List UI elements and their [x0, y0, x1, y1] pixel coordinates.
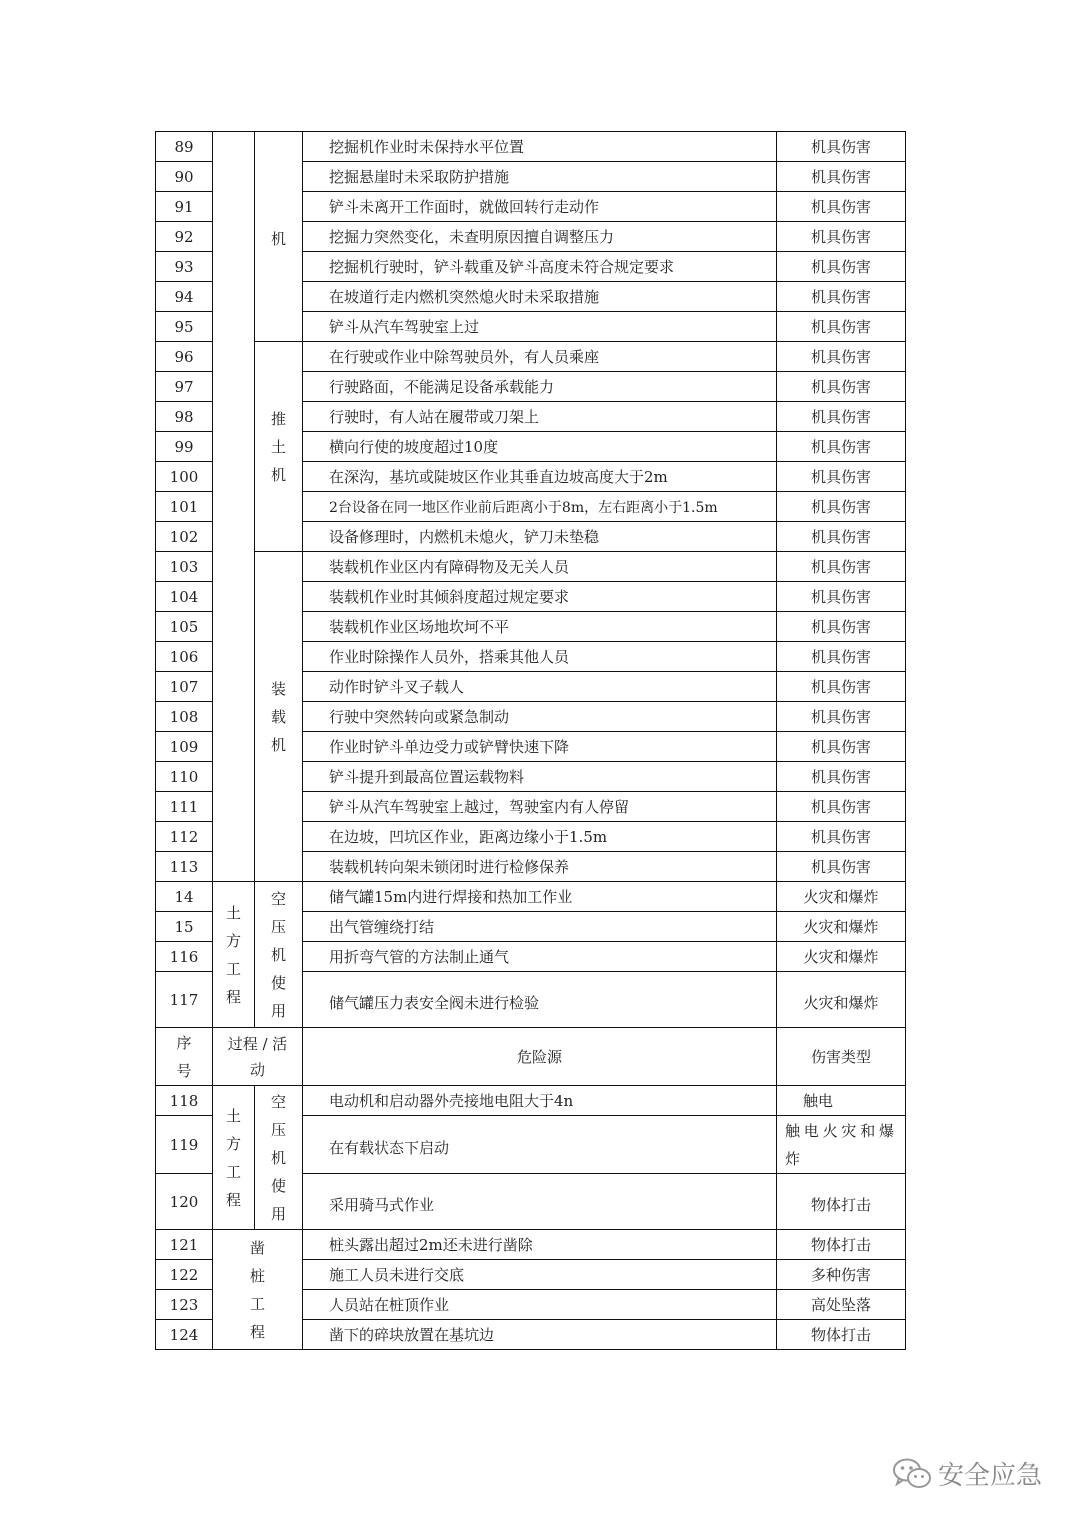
injury-type-cell: 机具伤害 — [777, 462, 906, 492]
hazard-cell: 横向行使的坡度超过10度 — [303, 432, 777, 462]
row-seq: 109 — [156, 732, 213, 762]
hazard-cell: 装载机作业区内有障碍物及无关人员 — [303, 552, 777, 582]
hazard-cell: 挖掘机行驶时，铲斗载重及铲斗高度未符合规定要求 — [303, 252, 777, 282]
hazard-table-main — [155, 131, 906, 1028]
row-seq: 100 — [156, 462, 213, 492]
header-injury-type: 伤害类型 — [777, 1028, 906, 1086]
row-seq: 111 — [156, 792, 213, 822]
process-cell-earthwork: 土 方 工 程 — [213, 882, 255, 1028]
equipment-cell-air-compressor: 空 压 机 使 用 — [255, 1086, 303, 1230]
injury-type-cell: 触电 — [777, 1086, 906, 1116]
injury-type-cell: 机具伤害 — [777, 312, 906, 342]
row-seq: 91 — [156, 192, 213, 222]
hazard-cell: 铲斗从汽车驾驶室上过 — [303, 312, 777, 342]
hazard-cell: 作业时除操作人员外，搭乘其他人员 — [303, 642, 777, 672]
row-seq: 96 — [156, 342, 213, 372]
injury-type-cell: 机具伤害 — [777, 282, 906, 312]
injury-type-cell: 机具伤害 — [777, 432, 906, 462]
row-seq: 102 — [156, 522, 213, 552]
row-seq: 93 — [156, 252, 213, 282]
injury-type-cell: 机具伤害 — [777, 132, 906, 162]
injury-type-cell: 机具伤害 — [777, 732, 906, 762]
hazard-cell: 装载机作业区场地坎坷不平 — [303, 612, 777, 642]
table-row — [156, 882, 906, 912]
injury-type-cell: 机具伤害 — [777, 522, 906, 552]
injury-type-cell: 高处坠落 — [777, 1290, 906, 1320]
row-seq: 106 — [156, 642, 213, 672]
row-seq: 113 — [156, 852, 213, 882]
injury-type-cell: 机具伤害 — [777, 252, 906, 282]
hazard-cell: 行驶中突然转向或紧急制动 — [303, 702, 777, 732]
table-row — [156, 1230, 906, 1260]
row-seq: 15 — [156, 912, 213, 942]
hazard-cell: 2台设备在同一地区作业前后距离小于8m，左右距离小于1.5m — [303, 492, 777, 522]
row-seq: 98 — [156, 402, 213, 432]
hazard-cell: 出气管缠绕打结 — [303, 912, 777, 942]
row-seq: 90 — [156, 162, 213, 192]
row-seq: 108 — [156, 702, 213, 732]
row-seq: 101 — [156, 492, 213, 522]
watermark — [892, 1455, 1042, 1492]
hazard-cell: 在坡道行走内燃机突然熄火时未采取措施 — [303, 282, 777, 312]
injury-type-cell: 机具伤害 — [777, 672, 906, 702]
hazard-cell: 施工人员未进行交底 — [303, 1260, 777, 1290]
injury-type-cell: 多种伤害 — [777, 1260, 906, 1290]
hazard-cell: 在深沟，基坑或陡坡区作业其垂直边坡高度大于2m — [303, 462, 777, 492]
hazard-cell: 用折弯气管的方法制止通气 — [303, 942, 777, 972]
row-seq: 103 — [156, 552, 213, 582]
row-seq: 122 — [156, 1260, 213, 1290]
injury-type-cell: 火灾和爆炸 — [777, 882, 906, 912]
injury-type-cell: 物体打击 — [777, 1320, 906, 1350]
injury-type-cell: 物体打击 — [777, 1230, 906, 1260]
injury-type-cell: 物体打击 — [777, 1174, 906, 1230]
injury-type-cell: 机具伤害 — [777, 552, 906, 582]
hazard-cell: 装载机转向架未锁闭时进行检修保养 — [303, 852, 777, 882]
row-seq: 118 — [156, 1086, 213, 1116]
hazard-cell: 在边坡，凹坑区作业，距离边缘小于1.5m — [303, 822, 777, 852]
header-activity: 过程 / 活 动 — [213, 1028, 303, 1086]
table-row — [156, 552, 906, 582]
injury-type-cell: 机具伤害 — [777, 402, 906, 432]
hazard-cell: 桩头露出超过2m还未进行凿除 — [303, 1230, 777, 1260]
hazard-cell: 凿下的碎块放置在基坑边 — [303, 1320, 777, 1350]
equipment-cell-loader: 装 载 机 — [255, 552, 303, 882]
header-row — [156, 1028, 906, 1086]
injury-type-cell: 火灾和爆炸 — [777, 972, 906, 1028]
hazard-cell: 挖掘机作业时未保持水平位置 — [303, 132, 777, 162]
table-row — [156, 342, 906, 372]
injury-type-cell: 机具伤害 — [777, 822, 906, 852]
injury-type-cell: 机具伤害 — [777, 702, 906, 732]
injury-type-cell: 火灾和爆炸 — [777, 942, 906, 972]
hazard-cell: 人员站在桩顶作业 — [303, 1290, 777, 1320]
hazard-cell: 储气罐15m内进行焊接和热加工作业 — [303, 882, 777, 912]
row-seq: 89 — [156, 132, 213, 162]
injury-type-cell: 机具伤害 — [777, 582, 906, 612]
row-seq: 94 — [156, 282, 213, 312]
hazard-cell: 装载机作业时其倾斜度超过规定要求 — [303, 582, 777, 612]
hazard-cell: 在有载状态下启动 — [303, 1116, 777, 1174]
table-row — [156, 1086, 906, 1116]
wechat-icon — [892, 1457, 932, 1491]
row-seq: 95 — [156, 312, 213, 342]
equipment-cell-bulldozer: 推 土 机 — [255, 342, 303, 552]
hazard-cell: 作业时铲斗单边受力或铲臂快速下降 — [303, 732, 777, 762]
watermark-text: 安全应急 — [937, 1461, 1042, 1491]
hazard-cell: 在行驶或作业中除驾驶员外，有人员乘座 — [303, 342, 777, 372]
hazard-cell: 储气罐压力表安全阀未进行检验 — [303, 972, 777, 1028]
injury-type-cell: 机具伤害 — [777, 222, 906, 252]
hazard-cell: 铲斗从汽车驾驶室上越过，驾驶室内有人停留 — [303, 792, 777, 822]
injury-type-cell: 火灾和爆炸 — [777, 912, 906, 942]
injury-type-cell: 机具伤害 — [777, 762, 906, 792]
hazard-cell: 行驶路面，不能满足设备承载能力 — [303, 372, 777, 402]
equipment-cell-excavator: 机 — [255, 132, 303, 342]
row-seq: 121 — [156, 1230, 213, 1260]
row-seq: 123 — [156, 1290, 213, 1320]
header-seq: 序 号 — [156, 1028, 213, 1086]
hazard-table-continued — [155, 1027, 906, 1350]
table-row — [156, 132, 906, 162]
injury-type-cell: 机具伤害 — [777, 792, 906, 822]
hazard-cell: 采用骑马式作业 — [303, 1174, 777, 1230]
header-hazard: 危险源 — [303, 1028, 777, 1086]
injury-type-cell: 机具伤害 — [777, 342, 906, 372]
hazard-cell: 动作时铲斗叉子载人 — [303, 672, 777, 702]
equipment-cell-air-compressor: 空 压 机 使 用 — [255, 882, 303, 1028]
injury-type-cell: 机具伤害 — [777, 492, 906, 522]
injury-type-cell: 机具伤害 — [777, 612, 906, 642]
hazard-cell: 挖掘力突然变化，未查明原因擅自调整压力 — [303, 222, 777, 252]
hazard-cell: 行驶时，有人站在履带或刀架上 — [303, 402, 777, 432]
hazard-cell: 铲斗未离开工作面时，就做回转行走动作 — [303, 192, 777, 222]
row-seq: 99 — [156, 432, 213, 462]
row-seq: 107 — [156, 672, 213, 702]
hazard-cell: 挖掘悬崖时未采取防护措施 — [303, 162, 777, 192]
row-seq: 110 — [156, 762, 213, 792]
injury-type-cell: 机具伤害 — [777, 192, 906, 222]
process-cell-pile-chiseling: 凿 桩 工 程 — [213, 1230, 303, 1350]
injury-type-cell: 机具伤害 — [777, 852, 906, 882]
hazard-cell: 铲斗提升到最高位置运载物料 — [303, 762, 777, 792]
process-cell-blank — [213, 132, 255, 882]
injury-type-cell: 触电火灾和爆炸 — [777, 1116, 906, 1174]
row-seq: 105 — [156, 612, 213, 642]
row-seq: 97 — [156, 372, 213, 402]
row-seq: 116 — [156, 942, 213, 972]
row-seq: 92 — [156, 222, 213, 252]
row-seq: 112 — [156, 822, 213, 852]
row-seq: 104 — [156, 582, 213, 612]
row-seq: 117 — [156, 972, 213, 1028]
hazard-cell: 设备修理时，内燃机未熄火，铲刀未垫稳 — [303, 522, 777, 552]
row-seq: 14 — [156, 882, 213, 912]
injury-type-cell: 机具伤害 — [777, 642, 906, 672]
injury-type-cell: 机具伤害 — [777, 162, 906, 192]
injury-type-cell: 机具伤害 — [777, 372, 906, 402]
hazard-cell: 电动机和启动器外壳接地电阻大于4n — [303, 1086, 777, 1116]
row-seq: 119 — [156, 1116, 213, 1174]
row-seq: 124 — [156, 1320, 213, 1350]
row-seq: 120 — [156, 1174, 213, 1230]
process-cell-earthwork: 土 方 工 程 — [213, 1086, 255, 1230]
